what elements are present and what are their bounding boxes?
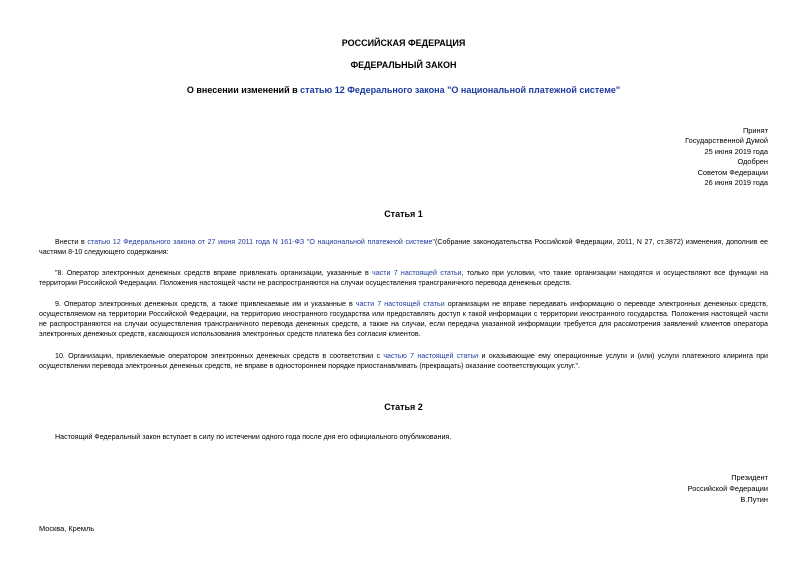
article-1-p1-text-after: (Собрание законодательства Российской Федерации, 2011, N 27, ст.3872) изменения, дополнив ее частями 8-10 следующего содержания: <box>39 238 768 256</box>
article-1-paragraph-4 <box>39 351 768 371</box>
law-title-link[interactable]: статью 12 Федерального закона "О национальной платежной системе" <box>300 85 621 95</box>
signature-line-3: В.Путин <box>740 494 768 504</box>
article-1-p3-text-after: организации не вправе передавать информацию о переводе электронных денежных средств, осуществляемом на территории Российской Федерации, на территорию иностранного государства или предоставлять доступ к такой информации с территории иностранного государства. Положения настоящей части не распространяются на случаи осуществления трансграничного перевода денежных средств, а также на случаи, если передача указанной информации требуется для рассмотрения заявлений клиентов оператора электронных денежных средств, касающихся использования электронных средств платежа без согласия клиентов. <box>39 300 768 338</box>
article-1-p4-link[interactable]: частью 7 настоящей статьи <box>383 352 479 360</box>
law-title-prefix: О внесении изменений в <box>186 85 301 95</box>
adoption-block <box>685 126 768 188</box>
adoption-line-1: Принят <box>742 126 768 135</box>
article-1-p1-link[interactable]: статью 12 Федерального закона от 27 июня 2011 года N 161-ФЗ "О национальной платежной системе" <box>87 238 435 246</box>
article-2-p1-text: Настоящий Федеральный закон вступает в силу по истечении одного года после дня его официального опубликования. <box>55 433 452 441</box>
signature-line-2: Российской Федерации <box>687 483 768 493</box>
law-type-heading: ФЕДЕРАЛЬНЫЙ ЗАКОН <box>350 60 457 70</box>
article-1-p1-text-before: Внести в <box>55 238 88 246</box>
article-1-p3-link[interactable]: части 7 настоящей статьи <box>355 300 445 308</box>
signature-block <box>688 473 768 505</box>
article-1-paragraph-3 <box>39 299 768 339</box>
article-2-paragraph-1 <box>39 432 768 442</box>
signature-line-1: Президент <box>731 473 768 482</box>
law-title <box>0 85 807 95</box>
adoption-line-4: Одобрен <box>737 157 768 167</box>
adoption-line-6: 26 июня 2019 года <box>704 178 768 188</box>
article-1-p2-text-before: "8. Оператор электронных денежных средств вправе привлекать организации, указанные в <box>55 269 373 277</box>
article-1-p2-text-after: , только при условии, что такие организации находятся и осуществляют все функции на территории Российской Федерации. Положения настоящей части не распространяются на случаи осуществления трансграничного перевода денежных средств. <box>39 269 769 287</box>
adoption-line-5: Советом Федерации <box>697 167 768 177</box>
adoption-line-2: Государственной Думой <box>685 136 768 146</box>
article-1-p3-text-before: 9. Оператор электронных денежных средств, а также привлекаемые им и указанные в <box>55 300 356 308</box>
article-1-paragraph-2 <box>39 268 768 288</box>
signing-place: Москва, Кремль <box>39 524 95 533</box>
article-1-heading: Статья 1 <box>384 209 423 219</box>
article-2-heading: Статья 2 <box>384 402 423 412</box>
article-1-p4-text-after: и оказывающие ему операционные услуги и (или) услуги платежного клиринга при осуществлении перевода электронных денежных средств, не вправе в одностороннем порядке приостанавливать (прекращать) оказание соответствующих услуг.". <box>39 352 768 370</box>
article-1-paragraph-1 <box>39 237 768 257</box>
article-1-p4-text-before: 10. Организации, привлекаемые оператором электронных денежных средств в соответствии с <box>55 352 384 360</box>
adoption-line-3: 25 июня 2019 года <box>704 146 768 156</box>
country-heading: РОССИЙСКАЯ ФЕДЕРАЦИЯ <box>341 38 466 48</box>
article-1-p2-link[interactable]: части 7 настоящей статьи <box>372 269 462 277</box>
